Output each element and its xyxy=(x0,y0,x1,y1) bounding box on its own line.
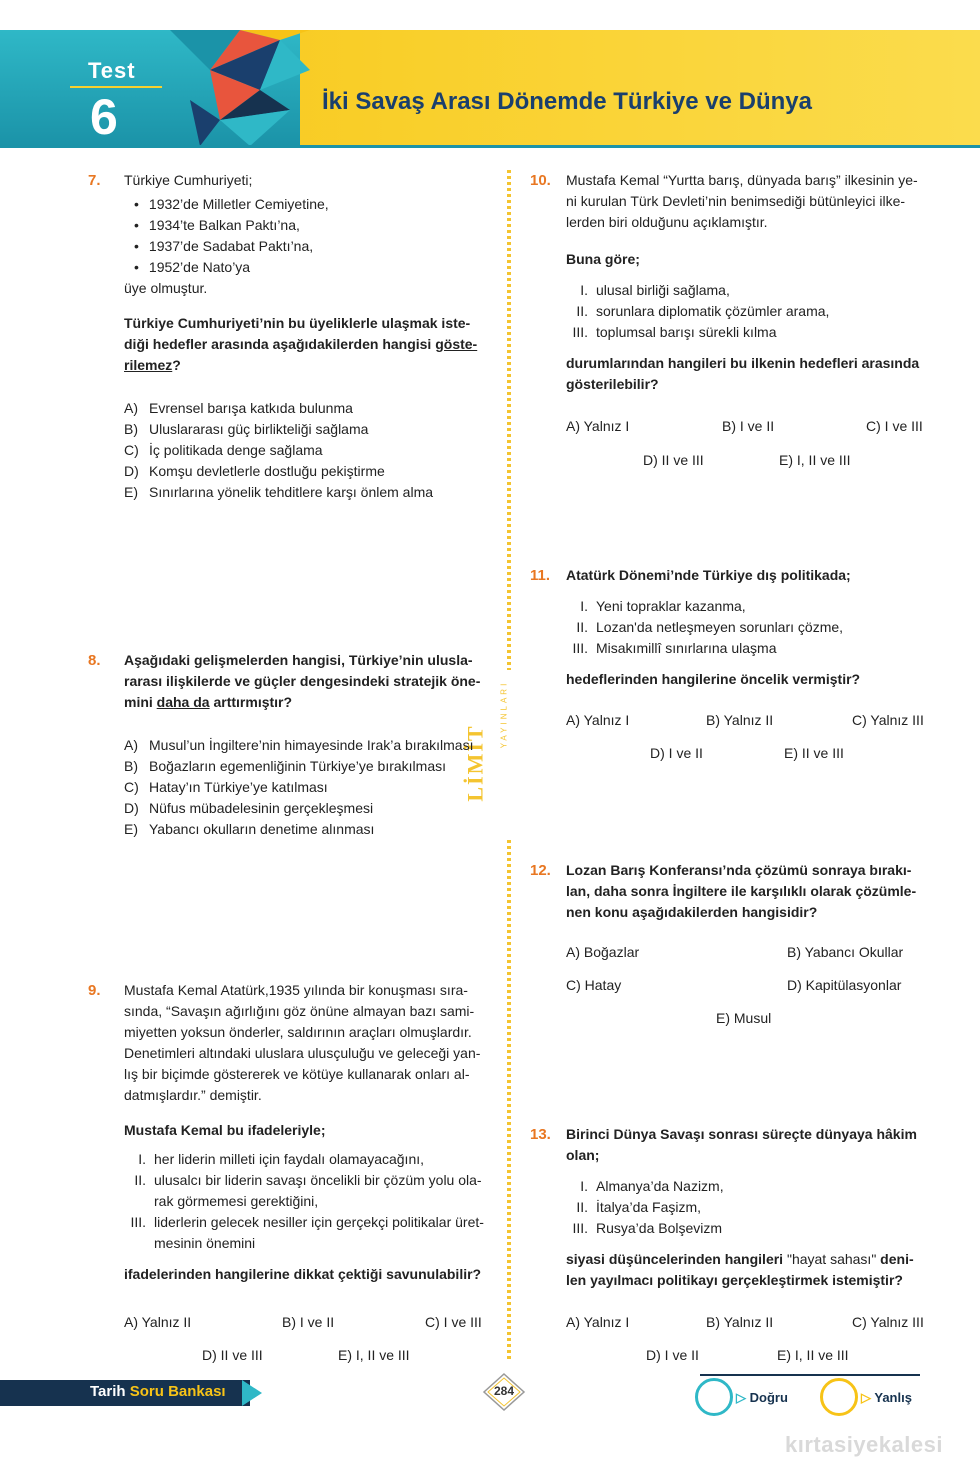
test-label: Test xyxy=(88,58,136,83)
passage-line: miyetten yoksun önderler, saldırının araçları olmuşlardır. xyxy=(124,1024,472,1040)
roman-numeral: I. xyxy=(580,282,588,298)
book-title xyxy=(90,1383,226,1400)
roman-item-text: sorunlara diplomatik çözümler arama, xyxy=(596,303,830,319)
roman-item-text: ulusalcı bir liderin savaşı öncelikli bir çözüm yolu ola- xyxy=(154,1172,482,1188)
test-number: 6 xyxy=(90,89,118,145)
answer-d[interactable]: D) I ve II xyxy=(646,1347,699,1363)
geometric-logo-icon xyxy=(170,30,310,146)
roman-item-text: toplumsal barışı sürekli kılma xyxy=(596,324,777,340)
option-letter: E) xyxy=(124,484,138,500)
stem-line: nen konu aşağıdakilerden hangisidir? xyxy=(566,904,818,920)
question-stem xyxy=(566,860,916,923)
passage-line: Mustafa Kemal Atatürk,1935 yılında bir konuşması sıra- xyxy=(124,982,468,998)
question-stem xyxy=(566,353,919,395)
option-text: İç politikada denge sağlama xyxy=(149,442,323,458)
lead-line: Birinci Dünya Savaşı sonrası süreçte dünyaya hâkim xyxy=(566,1126,917,1142)
stem-quote: "hayat sahası" xyxy=(786,1251,877,1267)
answer-e[interactable]: E) II ve III xyxy=(784,745,844,761)
wrong-text: Yanlış xyxy=(874,1390,912,1405)
column-divider-bottom xyxy=(507,840,511,1360)
answer-c[interactable]: C) I ve III xyxy=(425,1314,482,1330)
option-text: Komşu devletlerle dostluğu pekiştirme xyxy=(149,463,385,479)
option-text: Sınırlarına yönelik tehditlere karşı önlem alma xyxy=(149,484,434,500)
roman-numeral: II. xyxy=(576,619,588,635)
roman-list xyxy=(566,596,860,659)
correct-label xyxy=(736,1390,788,1406)
stem-line: gösterilebilir? xyxy=(566,376,659,392)
question-stem: ifadelerinden hangilerine dikkat çektiği savunulabilir? xyxy=(124,1266,482,1282)
stem-line: lan, daha sonra İngiltere ile karşılıklı olarak çözümle- xyxy=(566,883,917,899)
roman-numeral: I. xyxy=(580,1178,588,1194)
passage-line: ni kurulan Türk Devleti’nin benimsediği bütünleyici ilke- xyxy=(566,193,906,209)
roman-numeral: II. xyxy=(576,303,588,319)
answer-c[interactable]: C) Yalnız III xyxy=(852,712,924,728)
question-number: 12. xyxy=(530,862,551,879)
bullet-item: • 1932’de Milletler Cemiyetine, xyxy=(124,194,477,215)
option-letter: A) xyxy=(124,737,138,753)
lead-line: olan; xyxy=(566,1147,600,1163)
options-list xyxy=(124,735,480,840)
bullet-item: • 1934’te Balkan Paktı’na, xyxy=(124,215,477,236)
book-title-a: Tarih xyxy=(90,1383,130,1400)
option-text: Uluslararası güç birlikteliği sağlama xyxy=(149,421,369,437)
option-text: Nüfus mübadelesinin gerçekleşmesi xyxy=(149,800,374,816)
bullet-item: • 1937’de Sadabat Paktı’na, xyxy=(124,236,477,257)
passage-line: lerden biri olduğunu açıklamıştır. xyxy=(566,214,768,230)
answer-a[interactable]: A) Boğazlar xyxy=(566,944,640,960)
watermark: kırtasiyekalesi xyxy=(785,1432,943,1457)
passage-line: Denetimleri altındaki uluslara ulusçuluğu ve geleceği yan- xyxy=(124,1045,481,1061)
options-list xyxy=(124,398,477,503)
option-a[interactable] xyxy=(124,398,477,419)
option-letter: C) xyxy=(124,779,139,795)
stem-line: Aşağıdaki gelişmelerden hangisi, Türkiye’nin ulusla- xyxy=(124,652,473,668)
stem-line: Türkiye Cumhuriyeti’nin bu üyeliklerle ulaşmak iste- xyxy=(124,315,471,331)
correct-circle[interactable] xyxy=(695,1378,733,1416)
publisher-brand xyxy=(462,680,522,840)
answer-c[interactable]: C) Hatay xyxy=(566,977,622,993)
page-title: İki Savaş Arası Dönemde Türkiye ve Dünya xyxy=(322,88,812,115)
answer-b[interactable]: B) Yalnız II xyxy=(706,712,774,728)
question-number: 8. xyxy=(88,652,101,669)
option-text: Yabancı okulların denetime alınması xyxy=(149,821,375,837)
answer-b[interactable]: B) I ve II xyxy=(722,418,775,434)
answer-d[interactable]: D) II ve III xyxy=(202,1347,263,1363)
roman-item-text: mesinin önemini xyxy=(154,1235,256,1251)
stem-line: siyasi düşüncelerinden hangileri xyxy=(566,1251,787,1267)
option-letter: B) xyxy=(124,421,138,437)
question-number: 10. xyxy=(530,172,551,189)
question-outro: üye olmuştur. xyxy=(124,280,208,296)
stem-line: deni- xyxy=(876,1251,914,1267)
stem-underline: göste- xyxy=(435,336,478,352)
answer-a[interactable]: A) Yalnız I xyxy=(566,418,630,434)
option-letter: B) xyxy=(124,758,138,774)
roman-item-text: Rusya’da Bolşevizm xyxy=(596,1220,723,1236)
brand-name: LİMİT xyxy=(462,724,488,802)
test-underline xyxy=(70,86,162,88)
roman-numeral: I. xyxy=(138,1151,146,1167)
roman-item-text: her liderin milleti için faydalı olamayacağını, xyxy=(154,1151,425,1167)
answer-a[interactable]: A) Yalnız I xyxy=(566,1314,630,1330)
question-stem xyxy=(566,1249,917,1291)
answer-e[interactable]: E) I, II ve III xyxy=(779,452,851,468)
answer-e[interactable]: E) I, II ve III xyxy=(777,1347,849,1363)
option-e[interactable] xyxy=(124,482,477,503)
roman-item-text: Almanya’da Nazizm, xyxy=(596,1178,724,1194)
stem-line: diği hedefler arasında aşağıdakilerden hangisi xyxy=(124,336,436,352)
bullet-item: • 1952’de Nato’ya xyxy=(124,257,477,278)
option-b[interactable] xyxy=(124,756,480,777)
roman-item-text: ulusal birliği sağlama, xyxy=(596,282,730,298)
stem-underline: daha da xyxy=(156,694,210,710)
play-icon: ▷ xyxy=(861,1390,875,1405)
stem-line: durumlarından hangileri bu ilkenin hedefleri arasında xyxy=(566,355,920,371)
roman-item-text: rak görmemesi gerektiğini, xyxy=(154,1193,319,1209)
roman-list xyxy=(124,1149,484,1254)
answer-a[interactable]: A) Yalnız I xyxy=(566,712,630,728)
answer-d[interactable]: D) Kapitülasyonlar xyxy=(787,977,902,993)
column-divider-top xyxy=(507,170,511,670)
option-letter: A) xyxy=(124,400,138,416)
stem-line: arttırmıştır? xyxy=(209,694,293,710)
answer-track-line xyxy=(700,1374,920,1376)
question-lead xyxy=(566,1124,917,1166)
option-e[interactable] xyxy=(124,819,480,840)
stem-line: mini xyxy=(124,694,157,710)
roman-list xyxy=(566,1176,917,1239)
brand-sub: YAYINLARI xyxy=(499,680,509,749)
option-a[interactable] xyxy=(124,735,480,756)
roman-numeral: III. xyxy=(130,1214,146,1230)
option-letter: D) xyxy=(124,463,139,479)
passage-line: Mustafa Kemal “Yurtta barış, dünyada barış” ilkesinin ye- xyxy=(566,172,918,188)
option-letter: D) xyxy=(124,800,139,816)
option-c[interactable] xyxy=(124,777,480,798)
answer-d[interactable]: D) I ve II xyxy=(650,745,703,761)
stem-line: ? xyxy=(172,357,181,373)
roman-numeral: I. xyxy=(580,598,588,614)
roman-item-text: Lozan'da netleşmeyen sorunları çözme, xyxy=(596,619,844,635)
roman-numeral: II. xyxy=(576,1199,588,1215)
answer-a[interactable]: A) Yalnız II xyxy=(124,1314,192,1330)
roman-item-text: liderlerin gelecek nesiller için gerçekçi politikalar üret- xyxy=(154,1214,484,1230)
roman-numeral: III. xyxy=(572,324,588,340)
question-stem xyxy=(124,650,480,713)
roman-numeral: II. xyxy=(134,1172,146,1188)
option-text: Hatay’ın Türkiye’ye katılması xyxy=(149,779,328,795)
stem-underline: rilemez xyxy=(124,357,173,373)
answer-d[interactable]: D) II ve III xyxy=(643,452,704,468)
answer-e[interactable]: E) I, II ve III xyxy=(338,1347,410,1363)
question-stem xyxy=(124,313,477,376)
correct-text: Doğru xyxy=(749,1390,788,1405)
stem-line: len yayılmacı politikayı gerçekleştirmek istemiştir? xyxy=(566,1272,903,1288)
option-letter: C) xyxy=(124,442,139,458)
roman-item-text: Yeni topraklar kazanma, xyxy=(596,598,746,614)
question-lead: Atatürk Dönemi’nde Türkiye dış politikada; xyxy=(566,567,851,583)
wrong-label xyxy=(861,1390,912,1406)
question-intro: Türkiye Cumhuriyeti; xyxy=(124,172,253,188)
passage-line: sında, “Savaşın ağırlığını göz önüne almayan bazı sami- xyxy=(124,1003,475,1019)
roman-numeral: III. xyxy=(572,640,588,656)
roman-item-text: Misakımillî sınırlarına ulaşma xyxy=(596,640,777,656)
question-number: 9. xyxy=(88,982,101,999)
question-number: 11. xyxy=(530,567,551,584)
answer-b[interactable]: B) Yalnız II xyxy=(706,1314,774,1330)
question-number: 7. xyxy=(88,172,101,189)
question-number: 13. xyxy=(530,1126,551,1143)
play-icon: ▷ xyxy=(736,1390,750,1405)
roman-list xyxy=(566,280,919,343)
roman-item-text: İtalya’da Faşizm, xyxy=(596,1199,702,1215)
option-text: Musul’un İngiltere’nin himayesinde Irak’a bırakılması xyxy=(149,737,474,753)
question-lead: Buna göre; xyxy=(566,251,640,267)
page-number: 284 xyxy=(493,1384,515,1398)
header-divider xyxy=(0,145,980,148)
passage-line: lış bir biçimde göstererek ve kötüye kullanarak onları al- xyxy=(124,1066,470,1082)
answer-c[interactable]: C) I ve III xyxy=(866,418,923,434)
wrong-circle[interactable] xyxy=(820,1378,858,1416)
stem-line: rarası ilişkilerde ve güçler dengesindeki stratejik öne- xyxy=(124,673,481,689)
roman-numeral: III. xyxy=(572,1220,588,1236)
option-text: Evrensel barışa katkıda bulunma xyxy=(149,400,353,416)
option-letter: E) xyxy=(124,821,138,837)
question-lead: Mustafa Kemal bu ifadeleriyle; xyxy=(124,1122,326,1138)
answer-b[interactable]: B) Yabancı Okullar xyxy=(787,944,904,960)
question-stem: hedeflerinden hangilerine öncelik vermiştir? xyxy=(566,671,861,687)
answer-e[interactable]: E) Musul xyxy=(716,1010,772,1026)
book-title-b: Soru Bankası xyxy=(129,1383,226,1400)
option-c[interactable] xyxy=(124,440,477,461)
answer-b[interactable]: B) I ve II xyxy=(282,1314,335,1330)
answer-c[interactable]: C) Yalnız III xyxy=(852,1314,924,1330)
stem-line: Lozan Barış Konferansı’nda çözümü sonraya bırakı- xyxy=(566,862,912,878)
option-d[interactable] xyxy=(124,798,480,819)
page-header xyxy=(0,30,980,146)
option-b[interactable] xyxy=(124,419,477,440)
passage-line: datmışlardır.” demiştir. xyxy=(124,1087,262,1103)
footer-bar-arrow xyxy=(242,1380,262,1406)
option-text: Boğazların egemenliğinin Türkiye’ye bırakılması xyxy=(149,758,446,774)
option-d[interactable] xyxy=(124,461,477,482)
